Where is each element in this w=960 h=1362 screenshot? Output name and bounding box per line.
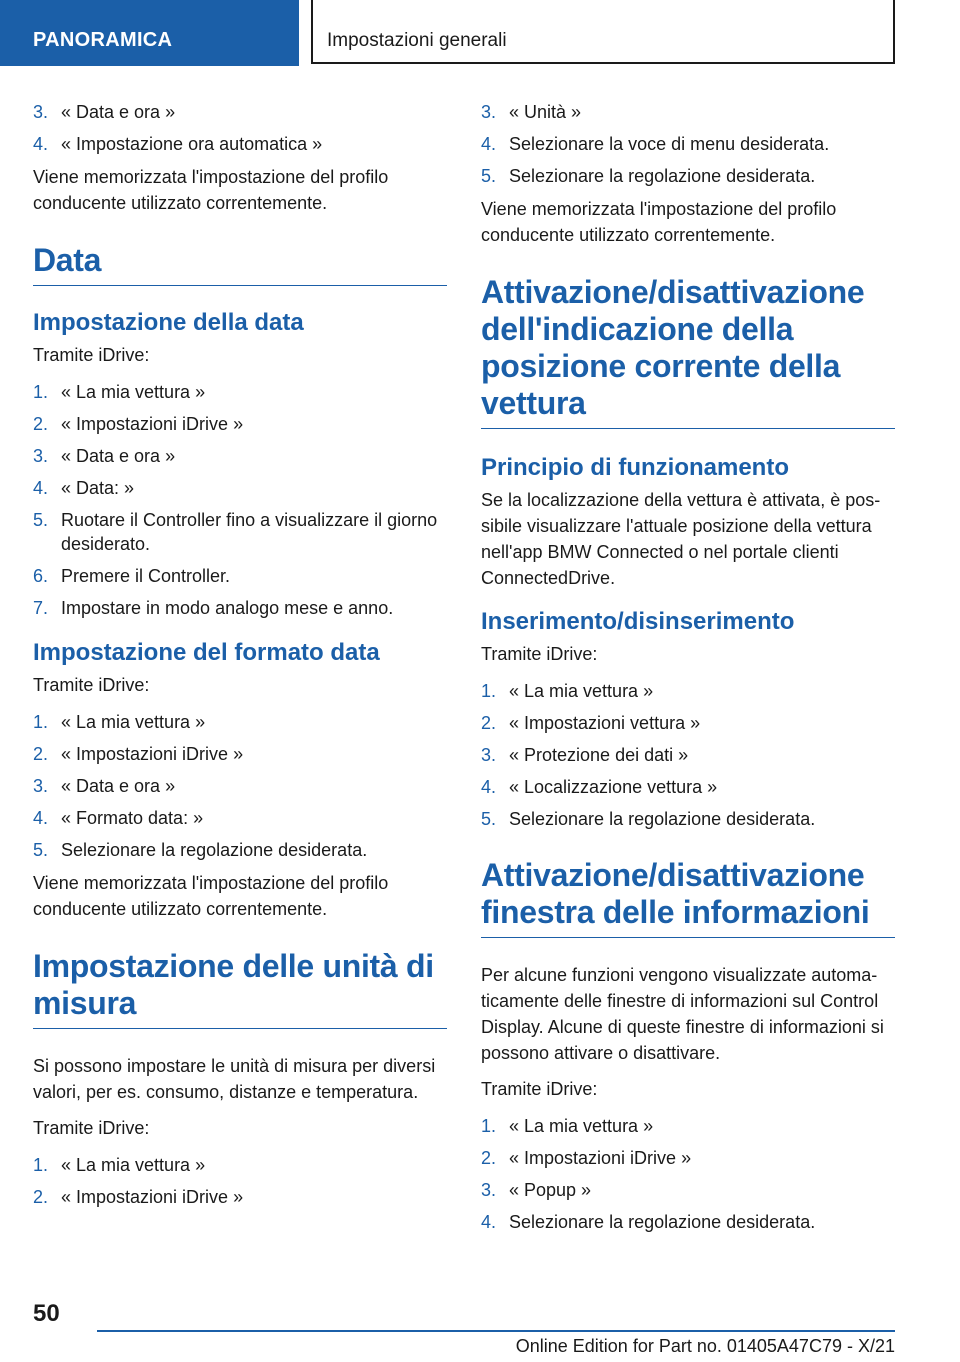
step-number: 2. [33, 414, 49, 434]
step-text: « Data e ora » [61, 446, 176, 466]
list-item [33, 564, 447, 588]
step-text: « Impostazioni iDrive » [61, 744, 244, 764]
step-text: « La mia vettura » [509, 681, 654, 701]
step-text: Selezionare la regolazione desiderata. [509, 166, 816, 186]
list-item [33, 100, 447, 124]
step-text: « Impostazioni iDrive » [509, 1148, 692, 1168]
step-text: « Localizzazione vettura » [509, 777, 718, 797]
step-number: 5. [33, 840, 49, 860]
heading-location: Attivazione/disattivazione dell'indicazione della posizione corrente della vettura [481, 274, 895, 429]
list-item [33, 132, 447, 156]
list-item [481, 775, 895, 799]
step-text: « Data: » [61, 478, 135, 498]
list-item [33, 380, 447, 404]
step-number: 1. [33, 382, 49, 402]
list-item [33, 508, 447, 556]
section-tab[interactable]: PANORAMICA [0, 0, 299, 66]
list-item [33, 838, 447, 862]
steps-list [33, 100, 447, 156]
step-number: 2. [33, 744, 49, 764]
step-text: « Impostazioni iDrive » [61, 1187, 244, 1207]
step-number: 5. [481, 166, 497, 186]
step-text: Premere il Controller. [61, 566, 231, 586]
paragraph: Viene memorizzata l'impostazione del profilo conducente utilizzato correntemente. [481, 199, 837, 245]
list-item [481, 1114, 895, 1138]
step-number: 1. [33, 712, 49, 732]
step-text: « Popup » [509, 1180, 592, 1200]
step-text: « La mia vettura » [61, 1155, 206, 1175]
left-column [33, 100, 447, 1217]
list-item [33, 774, 447, 798]
step-text: « Data e ora » [61, 776, 176, 796]
heading-units: Impostazione delle unità di misura [33, 948, 447, 1029]
paragraph: Se la localizzazione della vettura è attivata, è possibile visualizzare l'attuale posizione della vettura nell'app BMW Connected o nel portale clienti ConnectedDrive. [481, 490, 881, 588]
list-item [481, 100, 895, 124]
heading-data: Data [33, 242, 447, 286]
list-item [481, 807, 895, 831]
list-item [481, 132, 895, 156]
heading-on-off: Inserimento/disinserimento [481, 608, 795, 635]
step-text: « La mia vettura » [61, 712, 206, 732]
via-idrive-label: Tramite iDrive: [481, 644, 598, 664]
list-item [481, 1178, 895, 1202]
step-number: 4. [33, 808, 49, 828]
step-number: 3. [33, 776, 49, 796]
step-number: 5. [33, 510, 49, 530]
footer-edition: Online Edition for Part no. 01405A47C79 - X/21 [515, 1336, 895, 1356]
paragraph: Per alcune funzioni vengono visualizzate automaticamente delle finestre di informazioni sul Control Display. Alcune di queste finestre di informazioni si possono attivare o disattivare. [481, 965, 884, 1063]
step-number: 2. [481, 713, 497, 733]
step-number: 1. [33, 1155, 49, 1175]
list-item [481, 679, 895, 703]
list-item [33, 596, 447, 620]
steps-list [33, 380, 447, 620]
step-number: 3. [33, 446, 49, 466]
chapter-title-box [311, 0, 895, 64]
step-number: 3. [481, 102, 497, 122]
steps-list [33, 1153, 447, 1209]
list-item [33, 1153, 447, 1177]
paragraph: Viene memorizzata l'impostazione del profilo conducente utilizzato correntemente. [33, 873, 389, 919]
step-text: Selezionare la regolazione desiderata. [61, 840, 368, 860]
step-number: 4. [33, 134, 49, 154]
step-text: « Data e ora » [61, 102, 176, 122]
step-text: « Protezione dei dati » [509, 745, 689, 765]
paragraph: Si possono impostare le unità di misura per diversi valori, per es. consumo, distanze e temperatura. [33, 1056, 436, 1102]
via-idrive-label: Tramite iDrive: [33, 345, 150, 365]
steps-list [481, 679, 895, 831]
step-text: « Impostazioni iDrive » [61, 414, 244, 434]
page-number: 50 [33, 1300, 60, 1327]
heading-date-format: Impostazione del formato data [33, 639, 380, 666]
step-text: « La mia vettura » [509, 1116, 654, 1136]
list-item [33, 806, 447, 830]
list-item [33, 742, 447, 766]
heading-set-date: Impostazione della data [33, 309, 304, 336]
step-text: « Impostazioni vettura » [509, 713, 701, 733]
step-number: 1. [481, 1116, 497, 1136]
step-number: 3. [33, 102, 49, 122]
list-item [33, 710, 447, 734]
step-text: Impostare in modo analogo mese e anno. [61, 598, 394, 618]
step-text: « Unità » [509, 102, 582, 122]
list-item [481, 1146, 895, 1170]
list-item [481, 164, 895, 188]
footer-divider [97, 1330, 895, 1332]
step-number: 4. [481, 777, 497, 797]
step-text: « Impostazione ora automatica » [61, 134, 323, 154]
page-header [0, 0, 960, 66]
step-number: 4. [481, 134, 497, 154]
step-text: « Formato data: » [61, 808, 204, 828]
step-number: 4. [33, 478, 49, 498]
list-item [33, 476, 447, 500]
heading-principle: Principio di funzionamento [481, 454, 789, 481]
step-text: Selezionare la regolazione desiderata. [509, 1212, 816, 1232]
right-column [481, 100, 895, 1242]
list-item [33, 1185, 447, 1209]
step-number: 6. [33, 566, 49, 586]
step-number: 2. [33, 1187, 49, 1207]
step-number: 5. [481, 809, 497, 829]
list-item [481, 743, 895, 767]
step-number: 7. [33, 598, 49, 618]
step-text: Selezionare la voce di menu desiderata. [509, 134, 830, 154]
step-text: Selezionare la regolazione desiderata. [509, 809, 816, 829]
step-text: Ruotare il Controller fino a visualizzare il giorno desiderato. [61, 510, 438, 554]
step-number: 2. [481, 1148, 497, 1168]
step-number: 4. [481, 1212, 497, 1232]
chapter-title: Impostazioni generali [327, 30, 507, 51]
list-item [481, 711, 895, 735]
list-item [33, 444, 447, 468]
step-text: « La mia vettura » [61, 382, 206, 402]
steps-list [481, 100, 895, 188]
step-number: 3. [481, 745, 497, 765]
list-item [33, 412, 447, 436]
list-item [481, 1210, 895, 1234]
via-idrive-label: Tramite iDrive: [33, 675, 150, 695]
step-number: 1. [481, 681, 497, 701]
paragraph: Viene memorizzata l'impostazione del profilo conducente utilizzato correntemente. [33, 167, 389, 213]
steps-list [481, 1114, 895, 1234]
step-number: 3. [481, 1180, 497, 1200]
steps-list [33, 710, 447, 862]
via-idrive-label: Tramite iDrive: [33, 1118, 150, 1138]
heading-popup: Attivazione/disattivazione finestra delle informazioni [481, 857, 895, 938]
via-idrive-label: Tramite iDrive: [481, 1079, 598, 1099]
